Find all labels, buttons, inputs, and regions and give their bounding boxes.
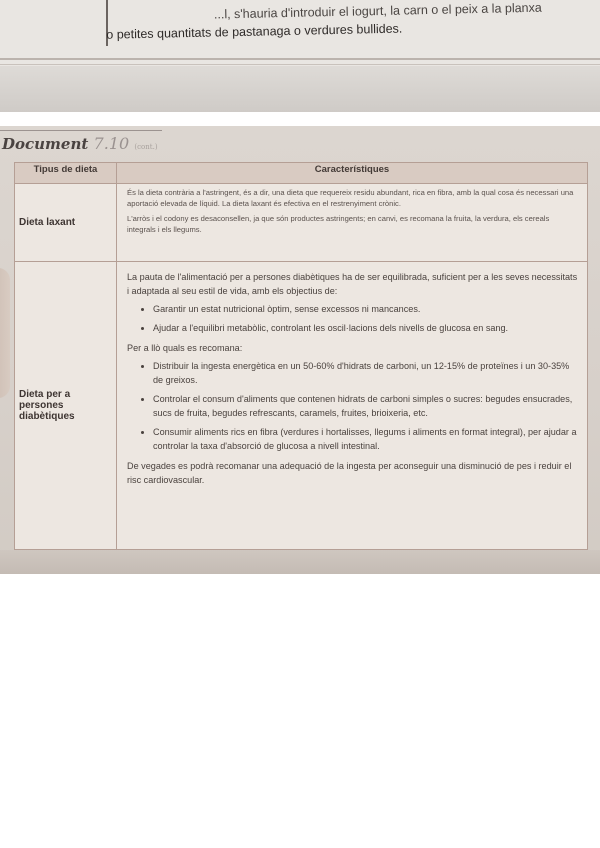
row-content-diabetic [117, 262, 588, 550]
list-item: • Distribuir la ingesta energètica en un 50-60% d'hidrats de carboni, un 12-15% de proteïnes i un 30-35% de greixos. [153, 359, 581, 387]
table-row [15, 262, 588, 550]
page-rule-secondary [0, 64, 600, 65]
document-cont-label: (cont.) [134, 143, 158, 151]
objectives-list [127, 302, 581, 335]
list-item: • Ajudar a l'equilibri metabòlic, controlant les oscil·lacions dels nivells de glucosa en sang. [153, 321, 581, 335]
top-page-photo [0, 0, 600, 112]
thumb-edge [0, 268, 10, 398]
list-item: • Consumir aliments rics en fibra (verdures i hortalisses, llegums i aliments en format integral), per ajudar a controlar la taxa d'absorció de glucosa a nivell intestinal. [153, 425, 581, 453]
header-diet-type: Tipus de dieta [15, 163, 117, 184]
list-item: • Controlar el consum d'aliments que contenen hidrats de carboni simples o sucres: begudes ensucrades, sucs de fruita, begudes refrescants, caramels, fruites, brioixeria, etc. [153, 392, 581, 420]
previous-text-line-1: ...l, s'hauria d'introduir el iogurt, la carn o el peix a la planxa [213, 0, 542, 22]
document-number: 7.10 [93, 134, 130, 153]
list-item: • Garantir un estat nutricional òptim, sense excessos ni mancances. [153, 302, 581, 316]
table-row [15, 184, 588, 262]
row-label-laxant: Dieta laxant [15, 184, 117, 262]
laxant-paragraph-2: L'arròs i el codony es desaconsellen, ja que són productes astringents; en canvi, es recomana la fruita, la verdura, els cereals integrals i els llegums. [127, 214, 550, 234]
document-title [2, 134, 158, 153]
previous-text-line-2: o petites quantitats de pastanaga o verdures bullides. [106, 21, 403, 42]
table-header-row [15, 163, 588, 184]
laxant-paragraph-1: És la dieta contrària a l'astringent, és a dir, una dieta que requereix residu abundant, rica en fibra, amb la qual cosa és necessari una aportació elevada de líquid. La dieta laxant és efectiva en el restrenyiment crònic. [127, 188, 574, 208]
row-content-laxant [117, 184, 588, 262]
page-rule [0, 58, 600, 60]
title-rule [0, 130, 162, 131]
row-label-diabetic: Dieta per a persones diabètiques [15, 262, 117, 550]
diabetic-intro: La pauta de l'alimentació per a persones diabètiques ha de ser equilibrada, suficient per a les seves necessitats i adaptada al seu estil de vida, amb els objectius de: [127, 272, 578, 296]
page-bottom-edge [0, 550, 600, 574]
recommend-intro: Per a llò quals es recomana: [127, 343, 243, 353]
document-photo [0, 126, 600, 574]
header-characteristics: Característiques [117, 163, 588, 184]
diet-table [14, 162, 588, 550]
recommendations-list [127, 359, 581, 453]
diabetic-closing: De vegades es podrà recomanar una adequació de la ingesta per aconseguir una disminució de pes i reduir el risc cardiovascular. [127, 461, 572, 485]
document-title-word: Document [2, 135, 89, 153]
